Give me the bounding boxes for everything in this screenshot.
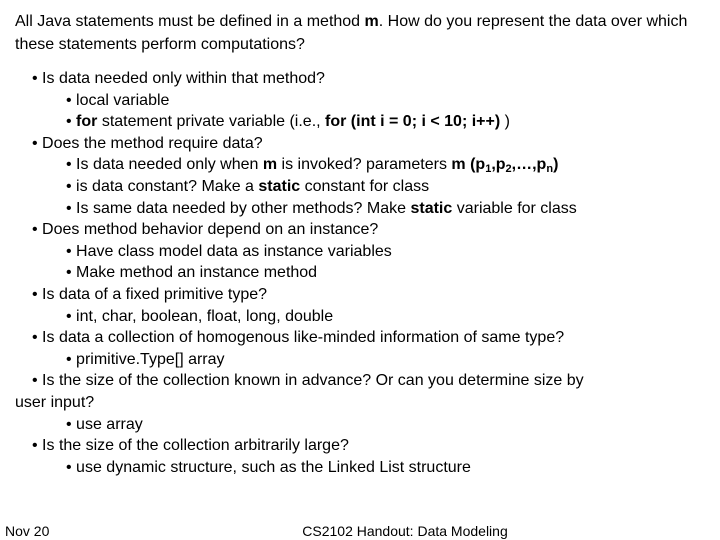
sub-bullet-item: • local variable (66, 91, 170, 109)
code-snippet: for (int i = 0; i < 10; i++) (325, 113, 501, 131)
bullet-item: • Is the size of the collection arbitrarily large? (32, 437, 349, 455)
sig-part: ,…,p (511, 156, 547, 174)
bullet-list (15, 68, 712, 478)
bullet-item-continuation: user input? (15, 393, 95, 411)
text-span: statement private variable (i.e., (97, 113, 326, 131)
sig-part: m (p (451, 156, 486, 174)
intro-paragraph (15, 10, 705, 56)
footer-date: Nov 20 (5, 523, 50, 539)
method-name: m (364, 13, 379, 30)
bullet-item: • Does method behavior depend on an instance? (32, 221, 379, 239)
subscript: 1 (485, 163, 492, 176)
sub-bullet-item (32, 111, 712, 133)
text-span: • Is data needed only when (66, 156, 263, 174)
sub-bullet-item: • use array (66, 415, 143, 433)
intro-text-continued: . How do you represent the data over which these statements perform computations? (15, 13, 688, 53)
sig-part: ,p (491, 156, 506, 174)
text-span: variable for class (452, 199, 577, 217)
sub-bullet-item (32, 198, 712, 220)
text-span: constant for class (300, 177, 430, 195)
keyword-static: static (258, 177, 301, 195)
sub-bullet-item (32, 154, 712, 176)
bullet-item: • Is the size of the collection known in advance? Or can you determine size by (32, 372, 584, 390)
method-name: m (262, 156, 278, 174)
keyword-for: for (76, 113, 98, 131)
text-span: • is data constant? Make a (66, 177, 259, 195)
sub-bullet-item (32, 176, 712, 198)
method-signature (451, 156, 559, 176)
keyword-static: static (410, 199, 453, 217)
sig-part: ) (553, 156, 559, 174)
bullet-item: • Is data a collection of homogenous like-minded information of same type? (32, 329, 565, 347)
sub-bullet-item: • int, char, boolean, float, long, double (66, 307, 334, 325)
sub-bullet-item: • primitive.Type[] array (66, 350, 225, 368)
bullet-item: • Is data of a fixed primitive type? (32, 285, 268, 303)
text-span: ) (500, 113, 510, 131)
sub-bullet-item: • use dynamic structure, such as the Linked List structure (66, 458, 471, 476)
text-span: is invoked? parameters (277, 156, 452, 174)
bullet-marker: • (66, 113, 77, 131)
text-span: • Is same data needed by other methods? Make (66, 199, 411, 217)
bullet-item: • Does the method require data? (32, 134, 263, 152)
subscript: n (546, 163, 554, 176)
sub-bullet-item: • Have class model data as instance variables (66, 242, 392, 260)
intro-text: All Java statements must be defined in a method (15, 13, 365, 30)
bullet-item: • Is data needed only within that method? (32, 70, 325, 87)
sub-bullet-item: • Make method an instance method (66, 264, 318, 282)
footer-title: CS2102 Handout: Data Modeling (302, 523, 508, 539)
subscript: 2 (505, 163, 512, 176)
